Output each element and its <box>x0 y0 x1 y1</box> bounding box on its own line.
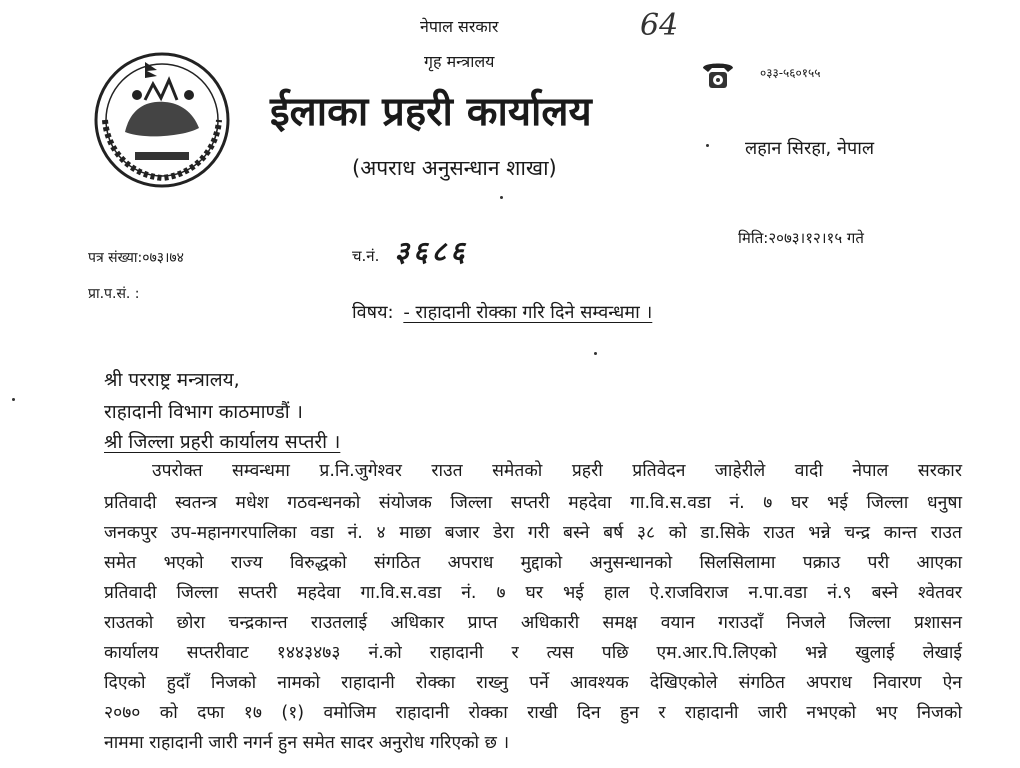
addressee-line: श्री जिल्ला प्रहरी कार्यालय सप्तरी । <box>104 431 341 453</box>
body-line: दिएको हुदाँ निजको नामको राहादानी रोक्का राख्नु पर्ने आवश्यक देखिएकोले संगठित अपराध निवारण ऐन <box>104 673 962 693</box>
office-title: ईलाका प्रहरी कार्यालय <box>270 89 592 135</box>
pra-pa-sa: प्रा.प.सं. : <box>88 286 140 302</box>
scan-speck <box>12 398 15 401</box>
dispatch-number <box>352 232 469 270</box>
body-line: नाममा राहादानी जारी नगर्न हुन समेत सादर अनुरोध गरिएको छ । <box>104 733 510 753</box>
body-line: उपरोक्त सम्वन्धमा प्र.नि.जुगेश्वर राउत समेतको प्रहरी प्रतिवेदन जाहेरीले वादी नेपाल सरकार <box>152 461 962 481</box>
letter-number: पत्र संख्या:०७३।७४ <box>88 250 184 266</box>
addressee-line: राहादानी विभाग काठमाण्डौं । <box>104 401 303 423</box>
gov-name: नेपाल सरकार <box>420 17 499 36</box>
addressee-line: श्री परराष्ट्र मन्त्रालय, <box>104 369 240 391</box>
ministry-name: गृह मन्त्रालय <box>424 52 495 71</box>
body-line: कार्यालय सप्तरीवाट १४४३४७३ नं.को राहादानी र त्यस पछि एम.आर.पि.लिएको भन्ने खुलाई लेखाई <box>104 643 962 663</box>
phone-number: ०३३-५६०१५५ <box>760 66 821 80</box>
scan-speck <box>500 196 503 199</box>
branch-name: (अपराध अनुसन्धान शाखा) <box>352 156 557 180</box>
subject-line <box>352 300 652 324</box>
body-line: जनकपुर उप-महानगरपालिका वडा नं. ४ माछा बजार डेरा गरी बस्ने बर्ष ३८ को डा.सिके राउत भन्ने चन्द्र कान्त राउत <box>104 523 962 543</box>
office-location: लहान सिरहा, नेपाल <box>745 138 875 159</box>
emblem-seal <box>85 40 240 195</box>
dispatch-label: च.नं. <box>352 247 380 265</box>
body-line: प्रतिवादी जिल्ला सप्तरी महदेवा गा.वि.स.वडा नं. ७ घर भई हाल ऐ.राजविराज न.पा.वडा नं.९ बस्ने श्वेतवर <box>104 583 962 603</box>
body-line: समेत भएको राज्य विरुद्धको संगठित अपराध मुद्दाको अनुसन्धानको सिलसिलामा पक्राउ परी आएका <box>104 553 962 573</box>
telephone-icon <box>700 58 736 92</box>
subject-text: - राहादानी रोक्का गरि दिने सम्वन्धमा । <box>403 302 653 323</box>
scan-speck <box>594 352 597 355</box>
body-line: प्रतिवादी स्वतन्त्र मधेश गठवन्धनको संयोजक जिल्ला सप्तरी महदेवा गा.वि.स.वडा नं. ७ घर भई जिल्ला धनुषा <box>104 493 962 513</box>
dispatch-value: ३६८६ <box>394 235 469 268</box>
body-line: राउतको छोरा चन्द्रकान्त राउतलाई अधिकार प्राप्त अधिकारी समक्ष वयान गराउदाँ निजले जिल्ला प्रशासन <box>104 613 962 633</box>
letter-date: मिति:२०७३।१२।१५ गते <box>738 229 864 247</box>
scan-speck <box>706 144 709 147</box>
page-number-handwritten: 64 <box>640 8 679 43</box>
body-line: २०७० को दफा १७ (१) वमोजिम राहादानी रोक्का राखी दिन हुन र राहादानी जारी नभएको भए निजको <box>104 703 962 723</box>
subject-label: विषय: <box>352 302 394 323</box>
